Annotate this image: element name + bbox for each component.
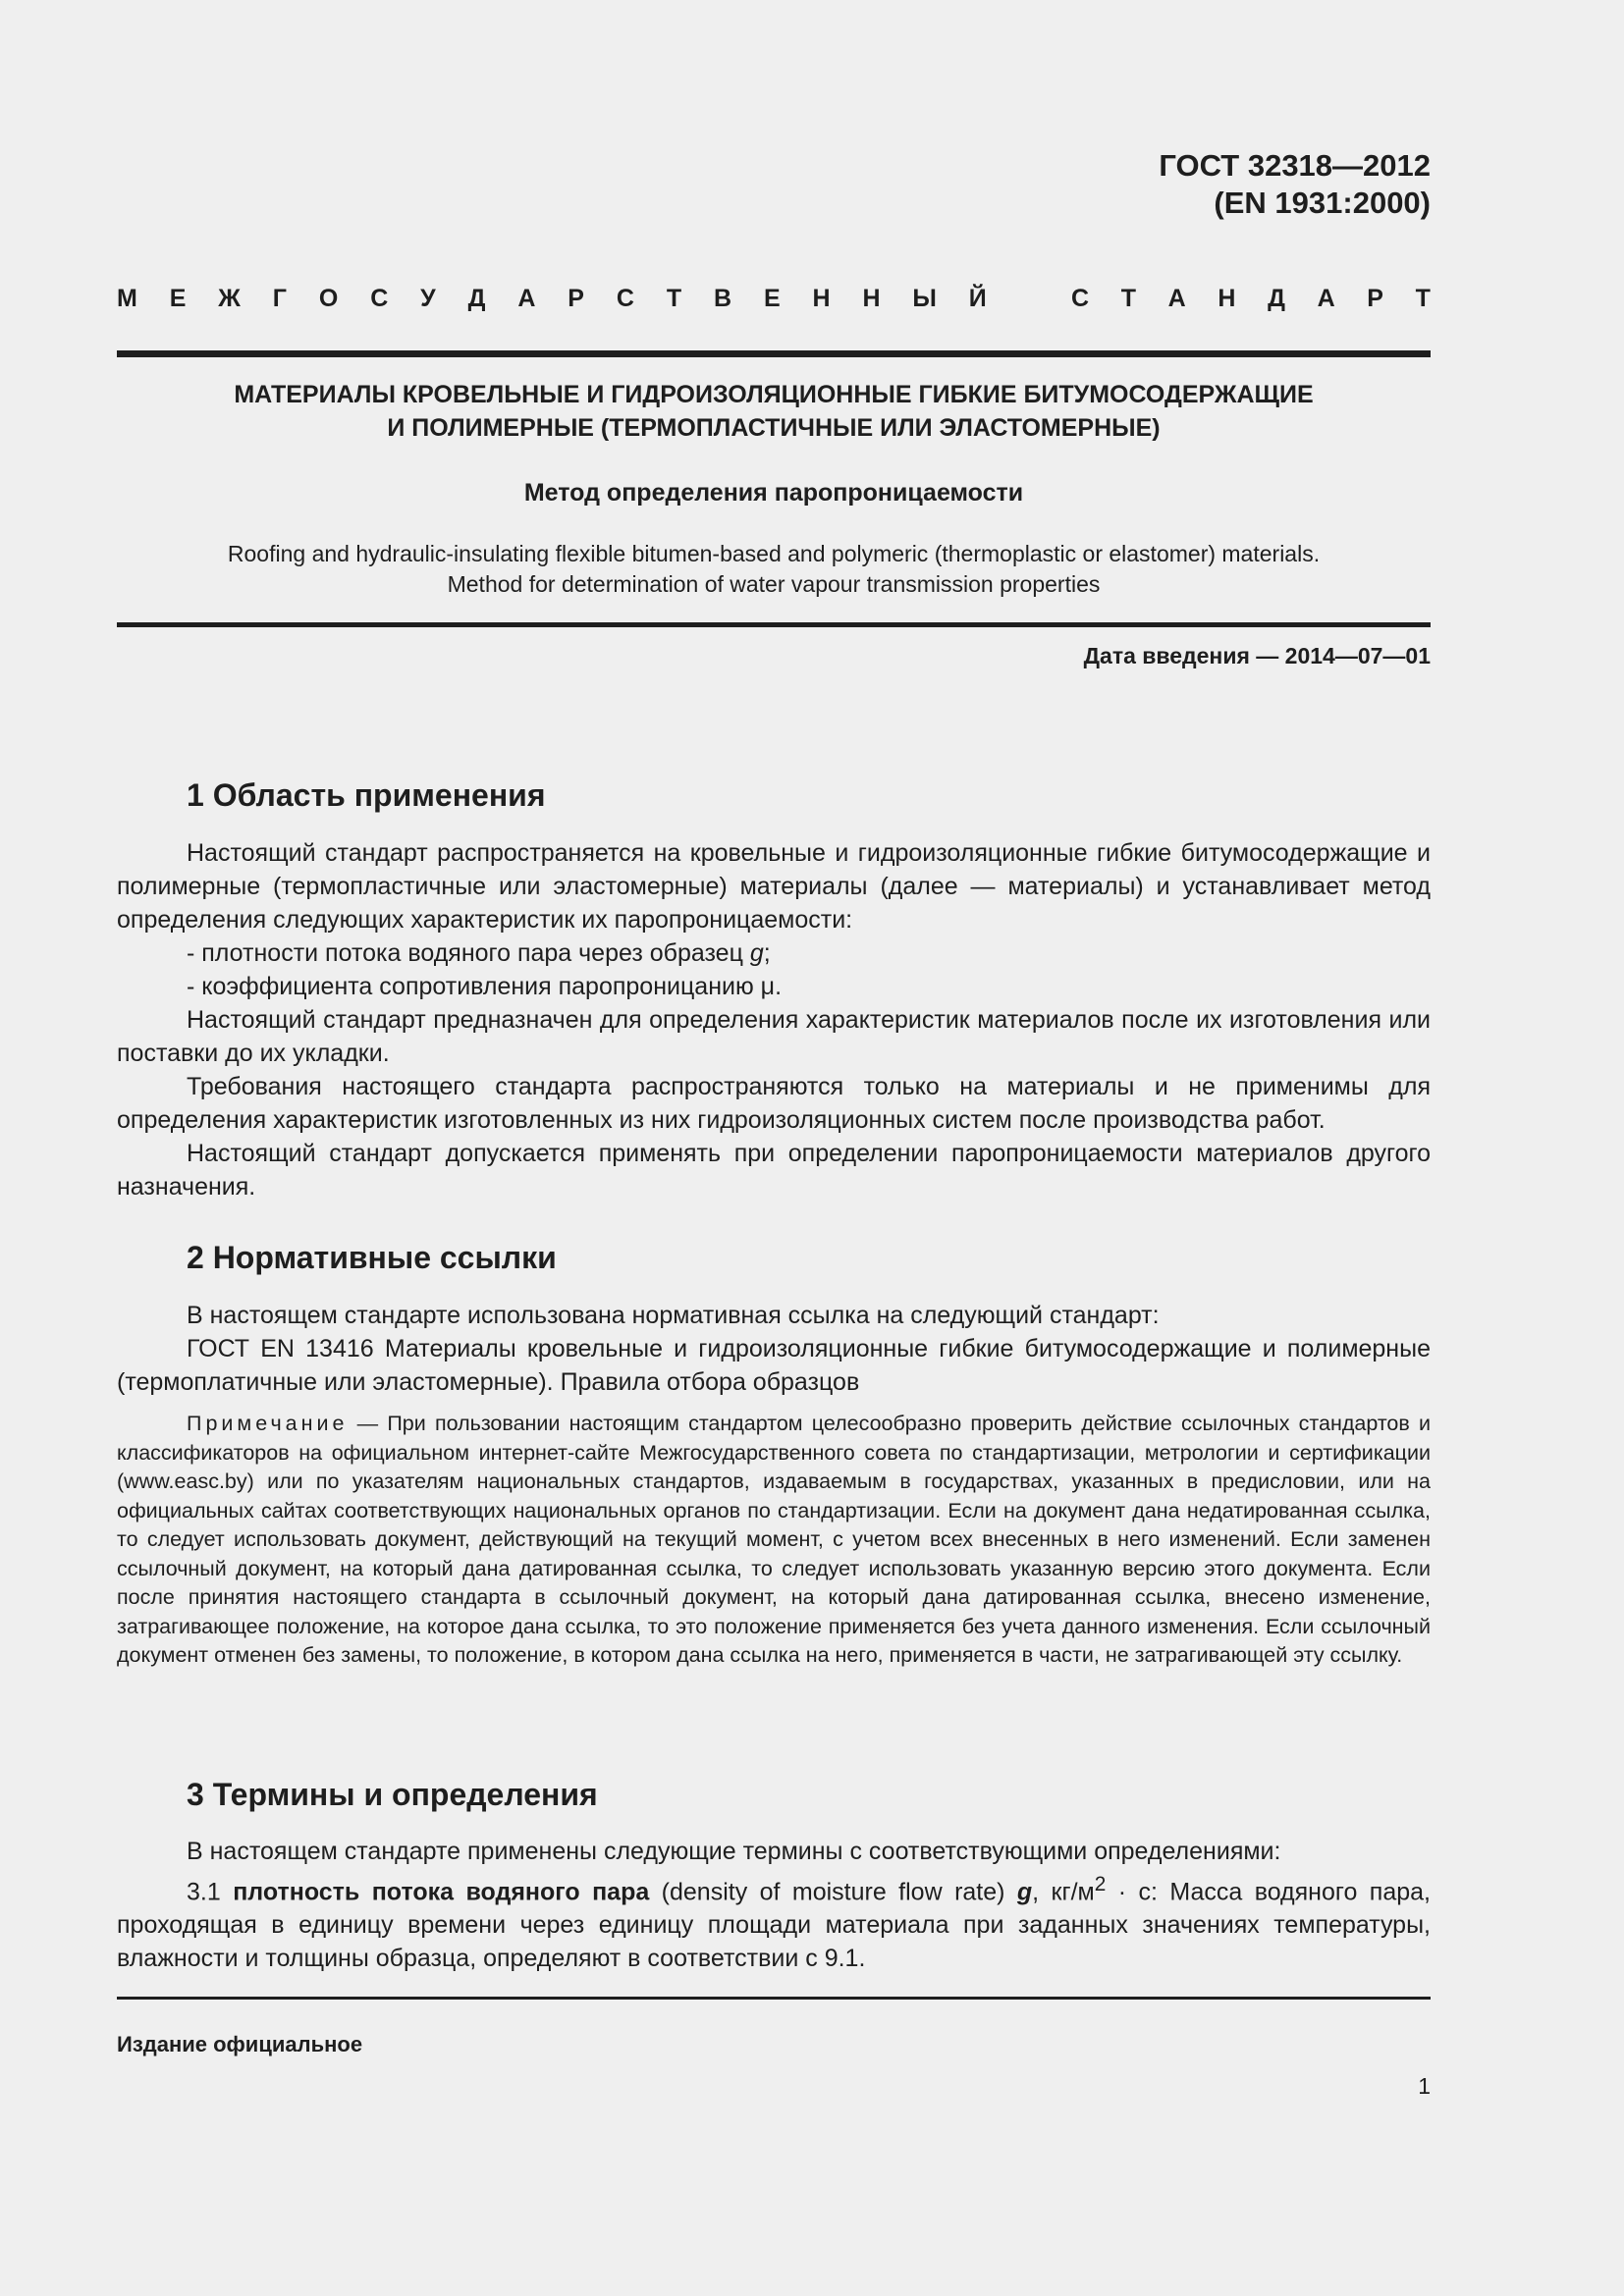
- spread-letter: Ы: [912, 285, 937, 312]
- term-number: 3.1: [187, 1878, 234, 1906]
- introduction-date: Дата введения — 2014—07—01: [1083, 643, 1431, 668]
- note-label: Примечание: [187, 1412, 349, 1435]
- term-definition: · с: Масса водяного пара, проходящая в единицу времени через единицу площади материала при заданных значениях температуры, влажности и толщины образца, определяют в соответствии с 9.1.: [117, 1878, 1431, 1973]
- document-title: [117, 378, 1431, 445]
- top-rule: [117, 350, 1431, 357]
- term-unit: , кг/м: [1032, 1878, 1095, 1906]
- spread-letter: О: [318, 285, 339, 312]
- list-item-text: - плотности потока водяного пара через образец: [187, 939, 750, 967]
- section-2-paragraph-1: В настоящем стандарте использована нормативная ссылка на следующий стандарт:: [187, 1302, 1160, 1329]
- term-3-1: [117, 1868, 1431, 1975]
- document-subtitle: Метод определения паропроницаемости: [523, 479, 1024, 507]
- section-2-paragraph-2: ГОСТ EN 13416 Материалы кровельные и гидроизоляционные гибкие битумосодержащие и полимерные (термоплатичные или эластомерные). Правила отбора образцов: [117, 1335, 1431, 1396]
- en-code: (EN 1931:2000): [1214, 186, 1431, 220]
- title-rule: [117, 622, 1431, 627]
- spread-letter: Р: [568, 285, 584, 312]
- english-title-line-2: Method for determination of water vapour transmission properties: [447, 571, 1101, 597]
- interstate-standard-banner: [117, 285, 1431, 313]
- note-text: — При пользовании настоящим стандартом целесообразно проверить действие ссылочных стандартов и классификаторов на официальном интернет-сайте Межгосударственного совета по стандартизации, метрологии и сертификации (www.easc.by) или по указателям национальных стандартов, издаваемым в государствах, указанных в предисловии, или на официальных сайтах соответствующих национальных органов по стандартизации. Если на документ дана недатированная ссылка, то следует использовать документ, действующий на текущий момент, с учетом всех внесенных в него изменений. Если заменен ссылочный документ, на который дана датированная ссылка, то следует использовать указанную версию этого документа. Если после принятия настоящего стандарта в ссылочный документ, на который дана датированная ссылка, внесено изменение, затрагивающее положение, на которое дана ссылка, то это положение применяется без учета данного изменения. Если ссылочный документ отменен без замены, то положение, в котором дана ссылка на него, применяется в части, не затрагивающей эту ссылку.: [117, 1412, 1431, 1667]
- spread-letter: Д: [1268, 285, 1285, 312]
- term-name: плотность потока водяного пара: [233, 1878, 650, 1906]
- section-1-list-item-2: - коэффициента сопротивления паропроницанию μ.: [187, 973, 783, 1000]
- document-page: [117, 0, 1431, 2296]
- list-item-suffix: ;: [763, 939, 771, 967]
- section-1-body: [117, 836, 1431, 1203]
- section-2-heading: 2 Нормативные ссылки: [187, 1240, 557, 1275]
- spread-letter: В: [713, 285, 732, 312]
- term-english: (density of moisture flow rate): [649, 1878, 1017, 1906]
- section-1-paragraph-3: Требования настоящего стандарта распространяются только на материалы и не применимы для определения характеристик изготовленных из них гидроизоляционных систем после производства работ.: [117, 1073, 1431, 1134]
- english-title: [117, 539, 1431, 600]
- title-line-1: МАТЕРИАЛЫ КРОВЕЛЬНЫЕ И ГИДРОИЗОЛЯЦИОННЫЕ ГИБКИЕ БИТУМОСОДЕРЖАЩИЕ: [234, 381, 1314, 408]
- spread-letter: Т: [1120, 285, 1136, 312]
- spread-letter: С: [1071, 285, 1090, 312]
- footer-rule: [117, 1997, 1431, 2000]
- page-number: 1: [1418, 2073, 1431, 2099]
- section-3-paragraph-1: В настоящем стандарте применены следующие термины с соответствующими определениями:: [187, 1838, 1281, 1865]
- section-1-paragraph-1: Настоящий стандарт распространяется на кровельные и гидроизоляционные гибкие битумосодержащие и полимерные (термопластичные или эластомерные) материалы (далее — материалы) и устанавливает метод определения следующих характеристик их паропроницаемости:: [117, 839, 1431, 934]
- section-3-body: [117, 1835, 1431, 1975]
- spread-letter: Т: [1415, 285, 1431, 312]
- english-title-line-1: Roofing and hydraulic-insulating flexible bitumen-based and polymeric (thermoplastic or elastomer) materials.: [227, 541, 1321, 566]
- spread-letter: Й: [968, 285, 987, 312]
- section-1-heading: 1 Область применения: [187, 777, 546, 813]
- section-1-paragraph-2: Настоящий стандарт предназначен для определения характеристик материалов после их изготовления или поставки до их укладки.: [117, 1006, 1431, 1067]
- title-line-2: И ПОЛИМЕРНЫЕ (ТЕРМОПЛАСТИЧНЫЕ ИЛИ ЭЛАСТОМЕРНЫЕ): [387, 414, 1161, 442]
- section-2-body: [117, 1299, 1431, 1399]
- spread-letter: С: [616, 285, 634, 312]
- spread-letter: Н: [862, 285, 881, 312]
- official-edition-label: Издание официальное: [117, 2032, 363, 2056]
- standard-code-block: [1159, 147, 1431, 222]
- spread-letter: М: [117, 285, 137, 312]
- spread-letter: А: [1317, 285, 1335, 312]
- spread-letter: А: [1167, 285, 1186, 312]
- term-symbol: g: [1016, 1878, 1033, 1906]
- interstate-word-1: [117, 285, 987, 313]
- spread-letter: Т: [666, 285, 682, 312]
- interstate-word-2: [1071, 285, 1431, 313]
- spread-letter: Р: [1367, 285, 1383, 312]
- section-1-list-item-1: [117, 936, 1431, 970]
- section-1-paragraph-4: Настоящий стандарт допускается применять при определении паропроницаемости материалов другого назначения.: [117, 1140, 1431, 1201]
- term-unit-superscript: 2: [1094, 1873, 1107, 1896]
- spread-letter: Е: [763, 285, 781, 312]
- spread-letter: Н: [812, 285, 831, 312]
- spread-letter: Д: [467, 285, 486, 312]
- section-2-note: [117, 1410, 1431, 1671]
- spread-letter: С: [370, 285, 389, 312]
- symbol-g: g: [749, 939, 764, 967]
- spread-letter: Е: [169, 285, 187, 312]
- spread-letter: А: [517, 285, 536, 312]
- spread-letter: Ж: [218, 285, 241, 312]
- gost-code: ГОСТ 32318—2012: [1159, 148, 1431, 183]
- section-3-heading: 3 Термины и определения: [187, 1777, 598, 1812]
- spread-letter: Г: [272, 285, 287, 312]
- spread-letter: Н: [1218, 285, 1236, 312]
- spread-letter: У: [420, 285, 436, 312]
